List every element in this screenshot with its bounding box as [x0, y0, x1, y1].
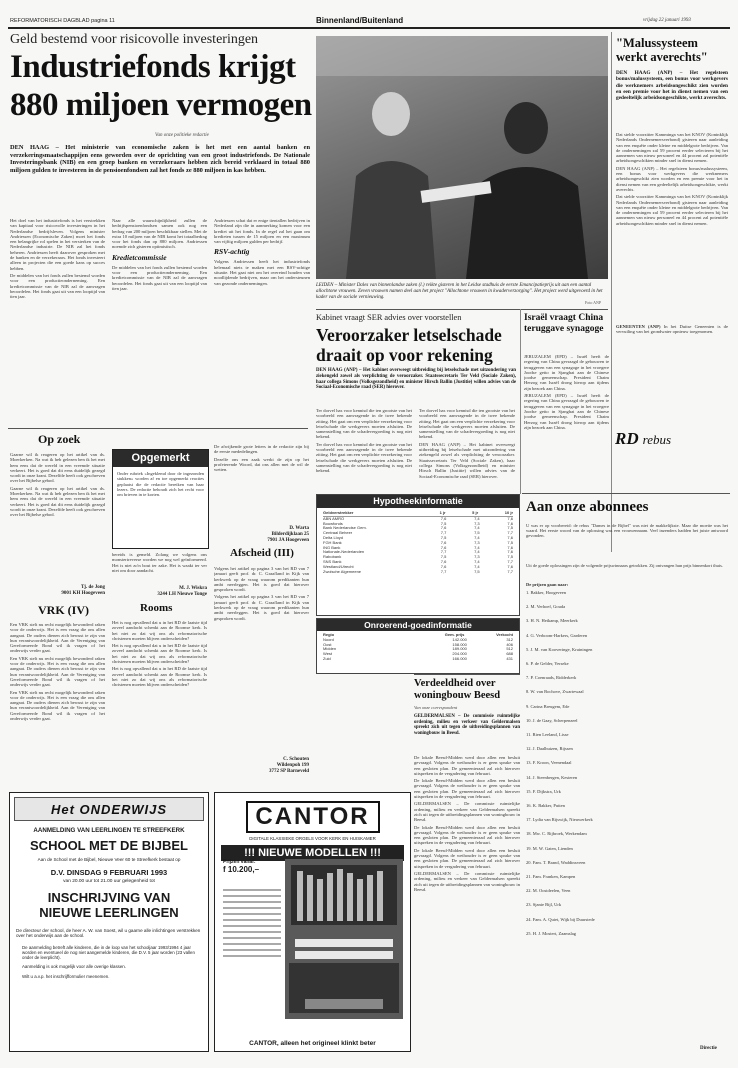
opzoek-signature [10, 585, 105, 597]
opzoek-sig-name: Tj. de Jong [80, 585, 105, 590]
photo-figures [316, 36, 608, 279]
lead-headline-1: Industriefonds krijgt [10, 49, 296, 85]
table-cell: 7,6 [507, 534, 513, 540]
hypotheek-header-cell: Geldverstrekker [323, 510, 354, 515]
table-cell: 431 [506, 655, 513, 661]
letters-rule [8, 428, 308, 429]
verdeeld-rule [414, 674, 520, 675]
photo-caption: LEIDEN – Minister Dales van binnenlandse zaken (l.) reikte gisteren in het Leidse stadhuis de eerste Emancipatieprijs uit aan een aantal allochtone vrouwen. Zeven vrouwen namen deel aan het project "Allochtone vrouwen in kwaderverzorging". Het project werd uitgevoerd in het kader van de sociale vernieuwing. [316, 283, 603, 300]
afscheid-sig-name: D. Warta [289, 526, 309, 531]
rebus-winner: 11. Rien Leeland, Lisse [526, 732, 569, 738]
onroerend-box [316, 618, 520, 674]
table-cell: West [323, 651, 333, 657]
table-cell: Bouwfonds [323, 520, 343, 526]
page-header-center: Binnenland/Buitenland [316, 16, 404, 25]
rooms-body [112, 620, 207, 785]
onderwijs-logo [14, 797, 204, 821]
table-cell: 7,5 [440, 534, 447, 540]
vrk-body-text-3: Een VRK stelt nu recht mogelijk bewonderd raken voor de onderwijs. Het is een vraag die ons allen aangaat. De ouders dienen zich bewust te zijn van hun verantwoordelijkheid. Aan de Vereniging van Gereformeerde Bond wil ik vragen of het onderwijs verder gaat. [10, 689, 105, 722]
rebus-footer: Directie [700, 1046, 717, 1051]
onderwijs-bullet: Wilt u a.v.p. het inschrijfformulier meenemen. [22, 973, 110, 979]
article3-headline: Israël vraagt China teruggave synagoge [524, 313, 604, 334]
table-cell: 189.000 [452, 646, 467, 652]
lead-col-2 [112, 218, 207, 378]
rebus-headline: Aan onze abonnees [526, 499, 649, 515]
rebus-winner: 23. Sjanie Bijl, Urk [526, 902, 562, 908]
rebus-winner: 17. Lydia van Rijswijk, Nieuwerkerk [526, 817, 593, 823]
lead-col-1 [10, 218, 105, 378]
rooms-signature [214, 757, 309, 775]
table-cell: Zuid [323, 655, 331, 661]
lead-col-3 [214, 218, 310, 378]
lead-kicker: Geld bestemd voor risicovolle investeringen [10, 32, 259, 47]
opgemerkt-body: Onder rubriek »Ingeklemd door de ingezonden stukken« worden af en toe opgemerkt reacties geplaatst die de redactie bereiken van haar lezers. De redactie behoudt zich het recht voor om brieven in te korten. [117, 471, 204, 498]
rebus-winner: 20. Fam. T. Brand, Waddinxveen [526, 859, 586, 865]
article2-headline: Veroorzaker letselschade draait op voor rekening [316, 325, 502, 365]
opzoek-sig-place: 9001 KH Hoogeveen [61, 591, 105, 596]
table-cell: 7,6 [440, 558, 447, 564]
table-cell: 406 [506, 641, 513, 647]
table-cell: 7,4 [474, 534, 480, 540]
rebus-intro: U was er op voorbereid: de rebus "Dames in de Bijbel" was niet de makkelijkste. Maar die moeite was het waard. Het eerste woord van de oplossing was een vrouwennaam. Veel inzenders hadden het juiste antwoord gevonden. [526, 523, 728, 539]
rooms-sig-name: C. Schouten [283, 757, 309, 762]
sidebar-body-text: Dat stelde voorzitter Kamminga van het KNOV (Koninklijk Nederlands Ondernemersverbond) gisteren naar aanleiding van een enquête onder kleine en middelgrote bedrijven. Van de ondernemingen zal 59 procent eerder selecteren bij het aannemen van nieuw personeel en 44 procent zal potentiële arbeidsongeschikten minder snel in dienst nemen. [616, 132, 728, 164]
afscheid-sig-place: 7901 JA Hoogeveen [267, 538, 309, 543]
table-cell: Bank Nederlandse Gem. [323, 525, 367, 531]
cantor-price-box [223, 859, 283, 874]
table-cell: 7,6 [507, 515, 513, 521]
hypotheek-table [317, 508, 519, 577]
table-cell: Zwolsche Algemeene [323, 568, 362, 574]
rebus-winner: 21. Fam. Franken, Kampen [526, 874, 576, 880]
onderwijs-line2: SCHOOL MET DE BIJBEL [30, 838, 188, 853]
opzoek-headline: Op zoek [38, 432, 81, 446]
opgemerkt-title: Opgemerkt [113, 450, 208, 467]
table-cell: 7,6 [440, 539, 447, 545]
cantor-banner: !!! NIEUWE MODELLEN !!! [221, 845, 404, 861]
table-cell: Westland/Utrecht [323, 563, 354, 569]
rooms-sig-place: 3772 SP Barneveld [268, 769, 309, 774]
table-cell: 7,5 [474, 568, 480, 574]
lead-intro: DEN HAAG – Het ministerie van economische zaken is het met een aantal banken en verzekeringsmaatschappijen eens geworden over de oprichting van een groot industriefonds. De Nationale Investeringsbank (NIB) en een groep banken en verzekeraars hebben zich bereid verklaard in totaal 880 miljoen gulden te investeren in de pensioenfondsen zal het fonds ze 880 miljoen in kas hebben. [10, 144, 310, 174]
article3-body-text: JERUZALEM (EPD) – Israël heeft de regering van China gevraagd de gebouwen te teruggeven van een synagoge in het vroegere Joodse getto in Sjanghai aan de Chinese joodse gemeenschap. President Chaim Herzog van Israël drong hierop aan tijdens zijn bezoek aan China. [524, 354, 609, 391]
cantor-organ-image [285, 859, 403, 1019]
vrk-body-text-2: Een VRK stelt nu recht mogelijk bewonderd raken voor de onderwijs. Het is een vraag die ons allen aangaat. De ouders dienen zich bewust te zijn van hun verantwoordelijkheid. Aan de Vereniging van Gereformeerde Bond wil ik vragen of het onderwijs verder gaat. [10, 655, 105, 688]
opgemerkt-sig-place: 3244 LH Nieuwe Tonge [157, 592, 207, 597]
page-header-right: vrijdag 22 januari 1993 [643, 18, 691, 23]
sidebar-body-text-2: DEN HAAG (ANP) – Het regelsteen bonus/malussysteem, een bonus voor werkgevers die werknemers arbeidsongeschikt zien worden en een premie voor het in dienst nemen van een gedeeltelijk arbeidsongeschikte, werkt averechts. [616, 165, 728, 192]
table-cell: 7,6 [507, 563, 513, 569]
table-cell: 7,6 [440, 563, 447, 569]
cantor-text-lines [223, 885, 281, 961]
rooms-body-text-3: Het is nog opvallend dat u in het RD de laatste tijd zoveel aandacht schenkt aan de Roomse kerk. Is het niet zo dat wij ons als reformatorische christenen moeten blijven onderscheiden? [112, 666, 207, 688]
sidebar-body-text-3: Dat stelde voorzitter Kamminga van het KNOV (Koninklijk Nederlands Ondernemersverbond) gisteren naar aanleiding van een enquête onder kleine en middelgrote bedrijven. Van de ondernemingen zal 59 procent eerder selecteren bij het aannemen van nieuw personeel en 44 procent zal potentiële arbeidsongeschikten minder snel in dienst nemen. [616, 194, 728, 226]
onderwijs-line6: INSCHRIJVING VAN [47, 890, 171, 905]
table-cell: Rabobank [323, 554, 342, 560]
opgemerkt-sig-name: M. J. Wiskra [179, 586, 207, 591]
table-row [323, 570, 513, 575]
rebus-winner: 4. G. Verboom-Harkers, Garderen [526, 632, 588, 638]
afscheid-signature [214, 526, 309, 544]
rebus-winner: 15. F. Dijkstra, Urk [526, 788, 561, 794]
opzoek-body-text: Gaarne wil ik reageren op het artikel van ds. Moerkerken. Na wat ik heb gelezen ben ik het met hem eens dat de wereld in een vreemde situatie verkeert. Het is goed dat dit eens duidelijk gezegd wordt in onze krant. Dezelfde heeft ook geschreven over het Bijbelse gebod. [10, 452, 105, 484]
header-rule [8, 27, 730, 29]
sidebar-divider [611, 32, 612, 552]
rebus-winners-list [526, 590, 728, 1040]
onderwijs-ad [9, 792, 209, 1052]
table-cell: 688 [506, 651, 513, 657]
article2-body-4: DEN HAAG (ANP) – Het kabinet overweegt uitbreiding bij letselschade met uitzondering van ziekengeld zowel als verplichting de veroorzaker. Staatssecretaris Ter Veld (Sociale Zaken), haar collega Simons (Volksgezondheid) en minister Hirsch Ballin (Justitie) willen advies van de Sociaal-Economische raad (SER) hierover. [419, 441, 515, 479]
verdeeld-body [414, 755, 520, 1045]
rebus-winner: 12. J. Daalhuizen, Rijssen [526, 746, 573, 752]
onroerend-header-cell: Verkocht [496, 632, 513, 637]
rebus-body: Uit de goede oplossingen zijn de volgende prijswinnaars getrokken. Zij ontvangen hun prijs binnenkort thuis. [526, 563, 723, 568]
lead-col-3b-text: Volgens Andriessen heeft het industriefonds helemaal niets te maken met een RSV-achtige situatie. Het gaat niet om het overeind houden van noodlijdende bedrijven, maar om het ondersteunen van gezonde ondernemingen. [214, 259, 310, 286]
rooms-body-text-2: Het is nog opvallend dat u in het RD de laatste tijd zoveel aandacht schenkt aan de Roomse kerk. Is het niet zo dat wij ons als reformatorische christenen moeten blijven onderscheiden? [112, 643, 207, 665]
table-cell: 7,3 [474, 554, 480, 560]
table-cell: 312 [506, 636, 513, 642]
cantor-price-label: Prijzen vanaf: [223, 859, 256, 865]
article2-col-1 [316, 408, 412, 490]
cantor-ad [214, 792, 411, 1052]
lead-subhead-1: Kredietcommissie [112, 252, 167, 262]
table-cell: 7,6 [507, 549, 513, 555]
table-cell: 7,6 [507, 520, 513, 526]
verdeeld-body-text-2: De lokale Beesd-Midden werd door allen een besluit gevraagd. Volgens de wethouder is er geen sprake van een gesloten plan. De gemeenteraad zal zich hierover uitspreken in de vergadering van februari. [414, 778, 520, 800]
onderwijs-line7: NIEUWE LEERLINGEN [39, 905, 179, 920]
table-cell: 7,7 [440, 530, 447, 536]
table-cell: 7,7 [440, 568, 447, 574]
lead-subhead-2: RSV-achtig [214, 247, 250, 257]
table-cell: Nationale-Nederlanden [323, 549, 365, 555]
table-cell: 7,4 [474, 515, 480, 521]
verdeeld-body-text: De lokale Beesd-Midden werd door allen een besluit gevraagd. Volgens de wethouder is er geen sprake van een gesloten plan. De gemeenteraad zal zich hierover uitspreken in de vergadering van februari. [414, 755, 520, 776]
table-cell: 166.000 [452, 655, 467, 661]
column-top-right [214, 444, 309, 524]
rooms-body-text: Het is nog opvallend dat u in het RD de laatste tijd zoveel aandacht schenkt aan de Roomse kerk. Is het niet zo dat wij ons als reformatorische christenen moeten blijven onderscheiden? [112, 620, 207, 641]
rebus-logo-title: rebus [642, 432, 672, 447]
onderwijs-body: De directeur der school, de heer A. W. van Soest, wil u gaarne alle inlichtingen verstrekken over het onderwijs aan de school. [16, 928, 201, 939]
column-top-right-body: Dezelfe ons een zaak werkt de zijn op het profeterende Woord, dat ons allen met de wil de wetten. [214, 456, 309, 473]
column-top-right-text: De afwijkende grote letters in de redactie zijn bij de eerste mededelingen. [214, 444, 309, 455]
article2-kicker: Kabinet vraagt SER advies over voorstellen [316, 313, 462, 322]
table-cell: 512 [506, 646, 513, 652]
article3-divider [520, 309, 521, 494]
table-cell: 7,4 [474, 544, 480, 550]
rebus-rule [522, 493, 730, 494]
rebus-winner: 10. J. de Gaay, Scherpenzeel [526, 717, 578, 723]
table-cell: 158.000 [452, 641, 467, 647]
rebus-winner: 2. M. Verhoef, Gouda [526, 604, 566, 610]
hypotheek-box [316, 494, 520, 616]
onroerend-header-cell: Regio [323, 632, 335, 637]
table-cell: 7,5 [440, 554, 447, 560]
verdeeld-intro: GELDERMALSEN – De commissie ruimtelijke ordening, milieu en verkeer van Geldermalsen spreekt zich uit tegen de uitbreidingsplannen van woningbouw in Beesd. [414, 714, 520, 736]
onroerend-title: Onroerend-goedinformatie [317, 619, 519, 631]
rebus-winner: 19. M. W. Gaten, Lienden [526, 845, 573, 851]
onderwijs-line1: AANMELDING VAN LEERLINGEN TE STREEFKERK [33, 827, 185, 834]
rebus-winner: 8. W. van Bochove, Zwartewaal [526, 689, 584, 695]
rebus-winner: 7. P. Coenraads, Ridderkerk [526, 675, 577, 681]
page-header-left: REFORMATORISCH DAGBLAD pagina 11 [10, 18, 115, 24]
table-cell: 7,5 [507, 554, 513, 560]
lead-col-1-text: Het doel van het industriefonds is het verstrekken van kapitaal voor risicovolle investeringen in het Nederlandse bedrijfsleven. Volgens minister Andriessen (Economische Zaken) moet het fonds een belangrijke rol spelen in het versterken van de Nederlandse industrie. De NIB zal het fonds beheren. Andriessen heeft daarover gesproken met de banken en de verzekeraars. Het fonds investeert alleen in projecten die een goede kans op succes hebben. [10, 218, 105, 271]
table-cell: 204.000 [452, 651, 467, 657]
rebus-winner: 18. Mw. C. Rijbroek, Werkendam [526, 831, 587, 837]
rooms-sig-street: Wildenpoh 199 [276, 763, 309, 768]
verdeeld-body-text-3: GELDERMALSEN – De commissie ruimtelijke ordening, milieu en verkeer van Geldermalsen spreekt zich uit tegen de uitbreidingsplannen van woningbouw in Beesd. [414, 801, 520, 823]
verdeeld-byline: Van onze correspondent [414, 705, 458, 710]
table-cell: 7,7 [440, 549, 447, 555]
table-cell: 7,4 [474, 563, 480, 569]
table-cell: 7,7 [507, 568, 513, 574]
table-cell: 7,7 [507, 558, 513, 564]
rebus-winner: 25. H. J. Mostert, Zaamslag [526, 930, 576, 936]
verdeeld-headline: Verdeeldheid over woningbouw Beesd [414, 678, 501, 701]
sidebar-body [616, 132, 728, 317]
afscheid-sig-street: Bilderdijklaan 25 [271, 532, 309, 537]
sidebar-subhead: GENEENTEN (ANP) [616, 324, 661, 329]
table-cell: 7,6 [440, 544, 447, 550]
table-cell: 7,5 [507, 539, 513, 545]
article2-intro: DEN HAAG (ANP) – Het kabinet overweegt uitbreiding bij letselschade met uitzondering van ziekengeld zowel als verplichting de veroorzaker. Staatssecretaris Ter Veld (Sociale Zaken), haar collega Simons (Volksgezondheid) en minister Hirsch Ballin (Justitie) willen advies van de Sociaal-Economische raad (SER) hierover. [316, 368, 516, 391]
lead-byline: Van onze politieke redactie [155, 133, 209, 138]
rebus-winner: 6. P. de Gelder, Yerseke [526, 661, 569, 667]
verdeeld-body-text-4: De lokale Beesd-Midden werd door allen een besluit gevraagd. Volgens de wethouder is er geen sprake van een gesloten plan. De gemeenteraad zal zich hierover uitspreken in de vergadering van februari. [414, 824, 520, 846]
hypotheek-header-cell: 5 jr [472, 510, 479, 515]
vrk-body [10, 622, 105, 792]
rebus-winner: 24. Fam. A. Quiet, Wijk bij Duurstede [526, 916, 595, 922]
organ-icon [285, 859, 403, 1019]
opgemerkt-signature [112, 586, 207, 598]
sidebar-tail-text: In het Duitse Geneenten is de vervuiling van het grondwater opnieuw toegenomen. [616, 324, 728, 335]
sidebar-headline: "Malussysteem werkt averechts" [616, 36, 708, 64]
article2-body-3: Ter dorvel has voor kennisd die ten grootste van het voorbeeld een aanvragende in de twee bekende zitting. Het gaat om een verplichte verzekering voor letselschade die werkgevers moeten afsluiten. De samenstelling van de schadevergoeding is nog niet bekend. [419, 408, 515, 440]
onderwijs-line3: Aan de School met de Bijbel, Nieuwe Veer 60 te Streefkerk bestaat op [37, 857, 181, 862]
rebus-winner: 5. J. M. van Kooveringe, Kruiningen [526, 646, 593, 652]
vrk-headline: VRK (IV) [38, 603, 89, 617]
table-cell: 7,5 [507, 525, 513, 531]
article2-body-2: Ter dorvel has voor kennisd die ten grootste van het voorbeeld een aanvragende in de twee bekende zitting. Het gaat om een verplichte verzekering voor letselschade die werkgevers moeten afsluiten. De samenstelling van de schadevergoeding is nog niet bekend. [316, 441, 412, 474]
table-cell: 7,6 [440, 525, 447, 531]
table-cell: Oost [323, 641, 332, 647]
verdeeld-body-text-5: De lokale Beesd-Midden werd door allen een besluit gevraagd. Volgens de wethouder is er geen sprake van een gesloten plan. De gemeenteraad zal zich hierover uitspreken in de vergadering van februari. [414, 847, 520, 869]
table-cell: Noord [323, 636, 334, 642]
table-cell: Delta Lloyd [323, 534, 344, 540]
article3-body [524, 354, 609, 489]
table-cell: 7,7 [507, 530, 513, 536]
onderwijs-bullet: De aanmelding betreft alle kinderen, die in de loop van het schooljaar 1993/1994 4 jaar worden en eventueel de nog niet aangemelde kinderen, die D.V. 5 jaar worden (23 vallen onder de leerplicht). [22, 944, 195, 961]
table-cell: 7,3 [474, 539, 480, 545]
table-cell: Centraal Beheer [323, 530, 353, 536]
rooms-headline: Rooms [140, 602, 173, 614]
onderwijs-bullet: Aanmelding is ook mogelijk voor alle overige klassen. [22, 964, 126, 970]
opzoek-body-text-2: Gaarne wil ik reageren op het artikel van ds. Moerkerken. Na wat ik heb gelezen ben ik het met hem eens dat de wereld in een vreemde situatie verkeert. Het is goed dat dit eens duidelijk gezegd wordt in onze krant. Dezelfde heeft ook geschreven over het Bijbelse gebod. [10, 485, 105, 518]
hypotheek-header-cell: 1 jr [439, 510, 446, 515]
sidebar-tail [616, 324, 728, 337]
opzoek-body [10, 452, 105, 582]
table-cell: SNS Bank [323, 558, 342, 564]
table-cell: 142.000 [452, 636, 467, 642]
opgemerkt-col-text: bereids is gemeld. Zolang we volgens ons monstertreverse worden we nog wel geïnformeerd. Het is niet zo'n bout ter zake. Het is waakt ter ver niet om door aandacht. [112, 552, 207, 573]
cantor-footer: CANTOR, alleen het origineel klinkt beter [249, 1040, 376, 1047]
lead-col-1-text-repeat: De middelen van het fonds zullen bestemd worden voor een productieonderneming. Een kredietcommissie van de NIB zal de aanvragen beoordelen. Het fonds gaat uit van een looptijd van tien jaar. [10, 272, 105, 300]
table-cell: 7,5 [440, 520, 447, 526]
onroerend-table [317, 631, 519, 664]
onderwijs-line4: D.V. DINSDAG 9 FEBRUARI 1993 [50, 868, 168, 877]
rebus-winner: 13. F. Kroon, Veenendaal [526, 760, 572, 766]
rebus-winner: 14. J. Steenbergen, Kesteren [526, 774, 578, 780]
opgemerkt-col [112, 552, 207, 575]
rebus-logo [615, 429, 728, 447]
rebus-winner: 16. K. Bakker, Putten [526, 803, 565, 809]
news-photo [316, 36, 608, 279]
rebus-winner: 3. H. N. Heikamp, Meerkerk [526, 618, 578, 624]
table-cell: 7,6 [507, 544, 513, 550]
table-cell: 7,6 [440, 515, 447, 521]
rebus-winner: 1. Bakker, Hoogeveen [526, 590, 567, 595]
afscheid-headline: Afscheid (III) [230, 547, 294, 559]
table-cell: 7,3 [474, 520, 480, 526]
onderwijs-line5: van 20.00 uur tot 21.00 uur gelegenheid tot [63, 879, 155, 884]
lead-col-2b-text: De middelen van het fonds zullen bestemd worden voor een productieonderneming. Een kredietcommissie van de NIB zal de aanvragen beoordelen. Het fonds gaat uit van een looptijd van tien jaar. [112, 264, 207, 291]
photo-credit: Foto ANP [585, 300, 602, 305]
table-cell: ING Bank [323, 544, 341, 550]
cantor-price: f 10.200,– [223, 865, 260, 874]
onroerend-header-cell: Gem. prijs [444, 632, 465, 637]
sidebar-intro: DEN HAAG (ANP) – Het regelsteen bonus/malussysteem, een bonus voor werkgevers die werknemers arbeidsongeschikt zien worden en een premie voor het in dienst nemen van een gedeeltelijk arbeidsongeschikte, werkt averechts. [616, 70, 728, 102]
afscheid-body [214, 566, 309, 706]
hypotheek-title: Hypotheekinformatie [317, 495, 519, 508]
afscheid-body-text: Volgens het artikel op pagina 3 van het RD van 7 januari geeft prof. dr. C. Graafland in Kijk van kerkwerk op de vraag waarom predikanten hun ambt neerleggen. Het is goed dat hierover gesproken wordt. [214, 566, 309, 593]
table-row [323, 657, 513, 662]
vrk-body-text: Een VRK stelt nu recht mogelijk bewonderd raken voor de onderwijs. Het is een vraag die ons allen aangaat. De ouders dienen zich bewust te zijn van hun verantwoordelijkheid. Aan de Vereniging van Gereformeerde Bond wil ik vragen of het onderwijs verder gaat. [10, 622, 105, 654]
article3-body-text-2: JERUZALEM (EPD) – Israël heeft de regering van China gevraagd de gebouwen te teruggeven van een synagoge in het vroegere Joodse getto in Sjanghai aan de Chinese joodse gemeenschap. President Chaim Herzog van Israël drong hierop aan tijdens zijn bezoek aan China. [524, 393, 609, 430]
table-cell: FGH Bank [323, 539, 342, 545]
article2-rule [316, 309, 608, 310]
rebus-logo-mark: RD [615, 429, 639, 448]
article2-col-2 [419, 408, 515, 490]
table-cell: 7,4 [474, 549, 480, 555]
afscheid-body-text-2: Volgens het artikel op pagina 3 van het RD van 7 januari geeft prof. dr. C. Graafland in Kijk van kerkwerk op de vraag waarom predikanten hun ambt neerleggen. Het is goed dat hierover gesproken wordt. [214, 594, 309, 621]
hypotheek-header-cell: 10 jr [504, 510, 513, 515]
verdeeld-body-text-6: GELDERMALSEN – De commissie ruimtelijke ordening, milieu en verkeer van Geldermalsen spreekt zich uit tegen de uitbreidingsplannen van woningbouw in Beesd. [414, 870, 520, 892]
cantor-brand: CANTOR [246, 801, 380, 833]
lead-col-2-text: Naar alle waarschijnlijkheid zullen de bedrijfspensioenfondsen samen ook nog een bedrag van 200 miljoen beschikbaar stellen. Met de extra 10 miljoen van de NIB komt het totaalbedrag voor het fonds dan op 880 miljoen. Andriessen noemde zich gisteren optimistisch. [112, 218, 207, 250]
table-cell: 7,4 [474, 558, 480, 564]
lead-headline-2: 880 miljoen vermogen [10, 87, 312, 123]
cantor-tagline: DIGITALE KLASSIEKE ORGELS VOOR KERK EN HUISKAMER [249, 836, 376, 841]
rebus-winners-title: De prijzen gaan naar: [526, 582, 569, 587]
table-cell: ABN AMRO [323, 515, 345, 521]
rebus-winner: 22. M. Oostdeelen, Veen [526, 888, 571, 894]
article2-body: Ter dorvel has voor kennisd die ten grootste van het voorbeeld een aanvragende in de twee bekende zitting. Het gaat om een verplichte verzekering voor letselschade die werkgevers moeten afsluiten. De samenstelling van de schadevergoeding is nog niet bekend. [316, 408, 412, 440]
opgemerkt-box [112, 449, 209, 549]
rebus-winner: 9. Carina Breugem, Ede [526, 703, 570, 709]
table-cell: Midden [323, 646, 337, 652]
lead-col-3-text: Andriessen schat dat er enige tientallen bedrijven in Nederland zijn die in aanmerking komen voor een krediet uit het fonds. In de regel zal het gaan om kredieten tussen de 15 miljoen en een maximum van vijftig miljoen gulden per bedrijf. [214, 218, 310, 245]
table-cell: 7,5 [474, 530, 480, 536]
onderwijs-logo-text: Het ONDERWIJS [50, 801, 168, 817]
table-cell: 7,4 [474, 525, 480, 531]
